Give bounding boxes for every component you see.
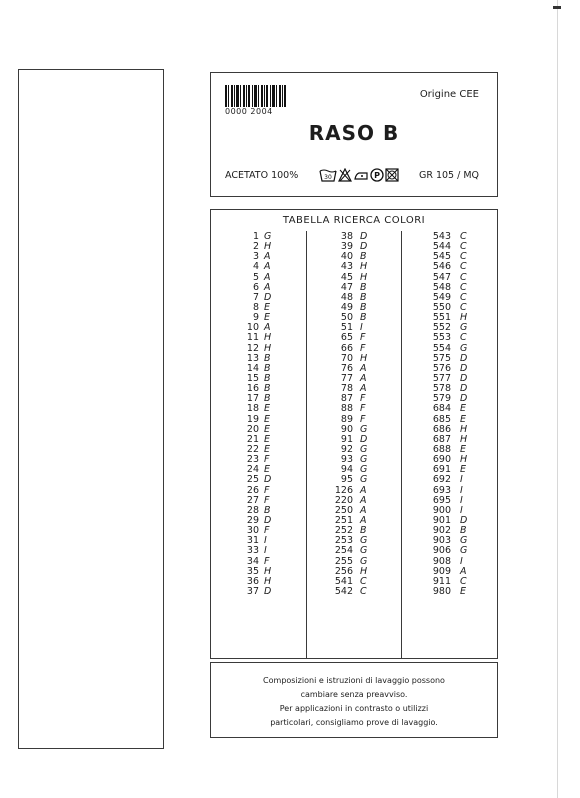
table-row	[402, 475, 480, 485]
color-code: C	[460, 301, 467, 313]
no-bleach-icon	[338, 168, 352, 182]
color-number: 28	[246, 504, 259, 516]
note-line: Composizioni e istruzioni di lavaggio possono	[263, 676, 445, 685]
color-code: H	[264, 575, 272, 587]
color-number: 548	[432, 281, 451, 293]
color-code: D	[460, 352, 468, 364]
svg-text:30: 30	[324, 174, 332, 181]
sample-swatch-frame	[18, 69, 164, 749]
color-number: 254	[334, 545, 353, 557]
color-code: B	[264, 393, 271, 405]
color-code: B	[360, 301, 367, 313]
barcode-number: 0000 2004	[225, 107, 273, 116]
color-code: H	[460, 423, 468, 435]
color-number: 7	[252, 291, 259, 303]
table-column-1	[211, 232, 284, 597]
color-number: 547	[432, 271, 451, 283]
color-number: 49	[340, 301, 353, 313]
color-code: B	[360, 291, 367, 303]
color-code: F	[264, 555, 270, 567]
color-code: H	[264, 565, 272, 577]
color-number: 43	[340, 261, 353, 273]
color-code: E	[264, 413, 271, 425]
color-code: E	[460, 403, 467, 415]
color-number: 253	[334, 535, 353, 547]
color-code: H	[264, 342, 272, 354]
table-column-2	[307, 232, 380, 597]
dry-clean-p-icon	[370, 168, 384, 182]
color-code: A	[360, 372, 367, 384]
color-number: 27	[246, 494, 259, 506]
color-number: 579	[432, 393, 451, 405]
color-number: 903	[432, 535, 451, 547]
color-code: C	[460, 271, 467, 283]
color-number: 18	[246, 403, 259, 415]
table-title: TABELLA RICERCA COLORI	[282, 215, 426, 226]
color-code: H	[264, 332, 272, 344]
page-corner-mark	[553, 6, 561, 9]
color-code: D	[460, 362, 468, 374]
color-number: 250	[334, 504, 353, 516]
color-number: 901	[432, 514, 451, 526]
color-number: 552	[432, 322, 451, 334]
note-line: particolari, consigliamo prove di lavaggio.	[270, 718, 438, 727]
color-code: D	[460, 383, 468, 395]
color-number: 3	[252, 251, 259, 263]
color-code: C	[460, 332, 467, 344]
color-code: F	[360, 332, 366, 344]
color-code: B	[360, 281, 367, 293]
color-code: D	[360, 241, 368, 253]
color-code: C	[460, 251, 467, 263]
color-number: 31	[246, 535, 259, 547]
color-code: I	[360, 322, 363, 334]
color-number: 220	[334, 494, 353, 506]
table-row	[211, 587, 284, 597]
color-code: E	[264, 464, 271, 476]
color-number: 690	[432, 454, 451, 466]
color-code: E	[264, 433, 271, 445]
color-code: A	[264, 271, 271, 283]
note-line: Per applicazioni in contrasto o utilizzi	[279, 704, 429, 713]
color-code: B	[360, 525, 367, 537]
color-number: 23	[246, 454, 259, 466]
color-number: 549	[432, 291, 451, 303]
table-column-3	[402, 232, 480, 597]
color-number: 91	[340, 433, 353, 445]
color-code: D	[264, 474, 272, 486]
color-number: 8	[252, 301, 259, 313]
color-number: 39	[340, 241, 353, 253]
no-tumble-dry-icon	[385, 168, 399, 182]
color-number: 575	[432, 352, 451, 364]
color-number: 900	[432, 504, 451, 516]
color-number: 20	[246, 423, 259, 435]
table-row	[402, 404, 480, 414]
table-row	[307, 475, 380, 485]
color-code: H	[360, 565, 368, 577]
color-number: 550	[432, 301, 451, 313]
color-code: E	[264, 423, 271, 435]
color-code: E	[460, 464, 467, 476]
product-name: RASO B	[308, 121, 400, 145]
color-number: 687	[432, 433, 451, 445]
color-code: I	[460, 555, 463, 567]
color-code: A	[360, 484, 367, 496]
table-row	[211, 273, 284, 283]
color-number: 45	[340, 271, 353, 283]
color-number: 9	[252, 312, 259, 324]
color-number: 695	[432, 494, 451, 506]
color-code: A	[264, 281, 271, 293]
color-code: C	[460, 281, 467, 293]
origin-text: Origine CEE	[419, 89, 479, 100]
color-number: 12	[246, 342, 259, 354]
color-number: 90	[340, 423, 353, 435]
color-number: 251	[334, 514, 353, 526]
color-code: F	[264, 484, 270, 496]
table-row	[211, 252, 284, 262]
color-number: 34	[246, 555, 259, 567]
product-label	[210, 72, 498, 197]
color-code: E	[264, 312, 271, 324]
color-number: 686	[432, 423, 451, 435]
color-code: G	[360, 555, 368, 567]
color-number: 685	[432, 413, 451, 425]
color-code: G	[360, 443, 368, 455]
color-code: B	[264, 362, 271, 374]
color-number: 546	[432, 261, 451, 273]
color-number: 40	[340, 251, 353, 263]
color-code: G	[360, 535, 368, 547]
color-number: 35	[246, 565, 259, 577]
color-number: 92	[340, 443, 353, 455]
color-number: 692	[432, 474, 451, 486]
color-number: 48	[340, 291, 353, 303]
color-number: 16	[246, 383, 259, 395]
color-number: 126	[334, 484, 353, 496]
color-number: 24	[246, 464, 259, 476]
barcode-icon	[225, 85, 287, 107]
color-code: F	[360, 342, 366, 354]
color-code: H	[360, 352, 368, 364]
color-code: C	[460, 241, 467, 253]
color-code: F	[264, 454, 270, 466]
color-code: I	[460, 484, 463, 496]
color-number: 88	[340, 403, 353, 415]
color-number: 29	[246, 514, 259, 526]
color-number: 10	[246, 322, 259, 334]
table-row	[307, 587, 380, 597]
table-row	[211, 404, 284, 414]
color-code: G	[360, 474, 368, 486]
color-number: 70	[340, 352, 353, 364]
color-number: 5	[252, 271, 259, 283]
color-code: F	[360, 413, 366, 425]
color-code: D	[360, 231, 368, 242]
color-number: 22	[246, 443, 259, 455]
color-code: A	[360, 494, 367, 506]
color-code: B	[264, 504, 271, 516]
color-number: 30	[246, 525, 259, 537]
color-code: C	[360, 585, 367, 597]
color-code: E	[264, 301, 271, 313]
color-number: 38	[340, 231, 353, 242]
color-number: 1	[252, 231, 259, 242]
color-number: 77	[340, 372, 353, 384]
color-code: C	[460, 261, 467, 273]
color-code: C	[360, 575, 367, 587]
color-number: 66	[340, 342, 353, 354]
color-code: I	[460, 494, 463, 506]
color-number: 911	[432, 575, 451, 587]
color-code: G	[460, 535, 468, 547]
color-number: 47	[340, 281, 353, 293]
color-code: A	[264, 261, 271, 273]
color-code: E	[460, 443, 467, 455]
color-number: 684	[432, 403, 451, 415]
color-code: B	[460, 525, 467, 537]
color-number: 4	[252, 261, 259, 273]
color-code: B	[264, 352, 271, 364]
color-code: A	[264, 322, 271, 334]
color-number: 37	[246, 585, 259, 597]
color-code: G	[360, 464, 368, 476]
color-number: 576	[432, 362, 451, 374]
color-code: F	[264, 494, 270, 506]
wash-30-icon	[319, 168, 337, 182]
table-row	[211, 293, 284, 303]
color-number: 17	[246, 393, 259, 405]
color-number: 980	[432, 585, 451, 597]
color-number: 691	[432, 464, 451, 476]
color-code: D	[460, 393, 468, 405]
color-number: 36	[246, 575, 259, 587]
color-code: D	[460, 372, 468, 384]
table-row	[211, 262, 284, 272]
color-number: 256	[334, 565, 353, 577]
color-number: 95	[340, 474, 353, 486]
color-number: 693	[432, 484, 451, 496]
table-row	[211, 283, 284, 293]
color-number: 65	[340, 332, 353, 344]
table-row	[307, 546, 380, 556]
table-row	[211, 242, 284, 252]
color-number: 553	[432, 332, 451, 344]
color-code: E	[264, 443, 271, 455]
color-code: D	[264, 585, 272, 597]
color-number: 15	[246, 372, 259, 384]
color-code: H	[460, 433, 468, 445]
color-number: 14	[246, 362, 259, 374]
color-code: C	[460, 575, 467, 587]
color-number: 50	[340, 312, 353, 324]
color-code: A	[460, 565, 467, 577]
color-code: A	[360, 504, 367, 516]
color-code: H	[360, 261, 368, 273]
color-code: I	[264, 545, 267, 557]
color-code: B	[360, 312, 367, 324]
color-code: A	[360, 514, 367, 526]
color-number: 906	[432, 545, 451, 557]
color-code: H	[360, 271, 368, 283]
color-code: G	[264, 231, 272, 242]
color-number: 26	[246, 484, 259, 496]
color-code: H	[264, 241, 272, 253]
table-row	[307, 404, 380, 414]
color-number: 545	[432, 251, 451, 263]
color-code: C	[460, 231, 467, 242]
table-row	[211, 475, 284, 485]
color-code: G	[460, 342, 468, 354]
color-number: 51	[340, 322, 353, 334]
color-code: A	[360, 362, 367, 374]
color-number: 551	[432, 312, 451, 324]
color-number: 541	[334, 575, 353, 587]
color-number: 542	[334, 585, 353, 597]
color-code: G	[360, 545, 368, 557]
care-symbols	[319, 167, 399, 183]
notes-box	[210, 662, 498, 738]
color-number: 6	[252, 281, 259, 293]
color-code: D	[264, 291, 272, 303]
color-number: 554	[432, 342, 451, 354]
color-code: D	[264, 514, 272, 526]
color-number: 578	[432, 383, 451, 395]
color-number: 544	[432, 241, 451, 253]
page-edge-line	[557, 0, 558, 798]
color-code: D	[360, 433, 368, 445]
color-code: F	[360, 403, 366, 415]
color-number: 11	[246, 332, 259, 344]
table-row	[211, 303, 284, 313]
table-row	[402, 546, 480, 556]
color-number: 19	[246, 413, 259, 425]
color-number: 252	[334, 525, 353, 537]
color-code: F	[264, 525, 270, 537]
color-number: 902	[432, 525, 451, 537]
svg-text:P: P	[374, 171, 380, 180]
color-number: 87	[340, 393, 353, 405]
color-code: F	[360, 393, 366, 405]
color-code: G	[360, 454, 368, 466]
color-number: 688	[432, 443, 451, 455]
color-code: I	[460, 504, 463, 516]
color-number: 543	[432, 231, 451, 242]
color-code: B	[264, 372, 271, 384]
color-number: 2	[252, 241, 259, 253]
color-code: G	[460, 322, 468, 334]
color-code: H	[460, 312, 468, 324]
color-lookup-table	[210, 209, 498, 659]
color-code: H	[460, 454, 468, 466]
note-line: cambiare senza preavviso.	[300, 690, 408, 699]
color-number: 89	[340, 413, 353, 425]
color-code: G	[360, 423, 368, 435]
table-row	[211, 232, 284, 242]
color-code: I	[460, 474, 463, 486]
color-code: B	[264, 383, 271, 395]
color-code: A	[360, 383, 367, 395]
color-code: E	[460, 413, 467, 425]
color-number: 908	[432, 555, 451, 567]
color-number: 25	[246, 474, 259, 486]
color-code: E	[460, 585, 467, 597]
fabric-weight: GR 105 / MQ	[418, 170, 479, 181]
color-code: G	[460, 545, 468, 557]
color-number: 76	[340, 362, 353, 374]
color-number: 255	[334, 555, 353, 567]
color-number: 21	[246, 433, 259, 445]
color-code: E	[264, 403, 271, 415]
table-row	[402, 587, 480, 597]
iron-low-icon	[353, 168, 369, 182]
color-code: C	[460, 291, 467, 303]
color-number: 78	[340, 383, 353, 395]
color-number: 909	[432, 565, 451, 577]
fiber-composition: ACETATO 100%	[225, 170, 299, 181]
color-code: I	[264, 535, 267, 547]
color-number: 13	[246, 352, 259, 364]
color-number: 93	[340, 454, 353, 466]
color-code: B	[360, 251, 367, 263]
color-number: 577	[432, 372, 451, 384]
table-row	[211, 546, 284, 556]
color-code: A	[264, 251, 271, 263]
color-code: D	[460, 514, 468, 526]
color-number: 94	[340, 464, 353, 476]
color-number: 33	[246, 545, 259, 557]
